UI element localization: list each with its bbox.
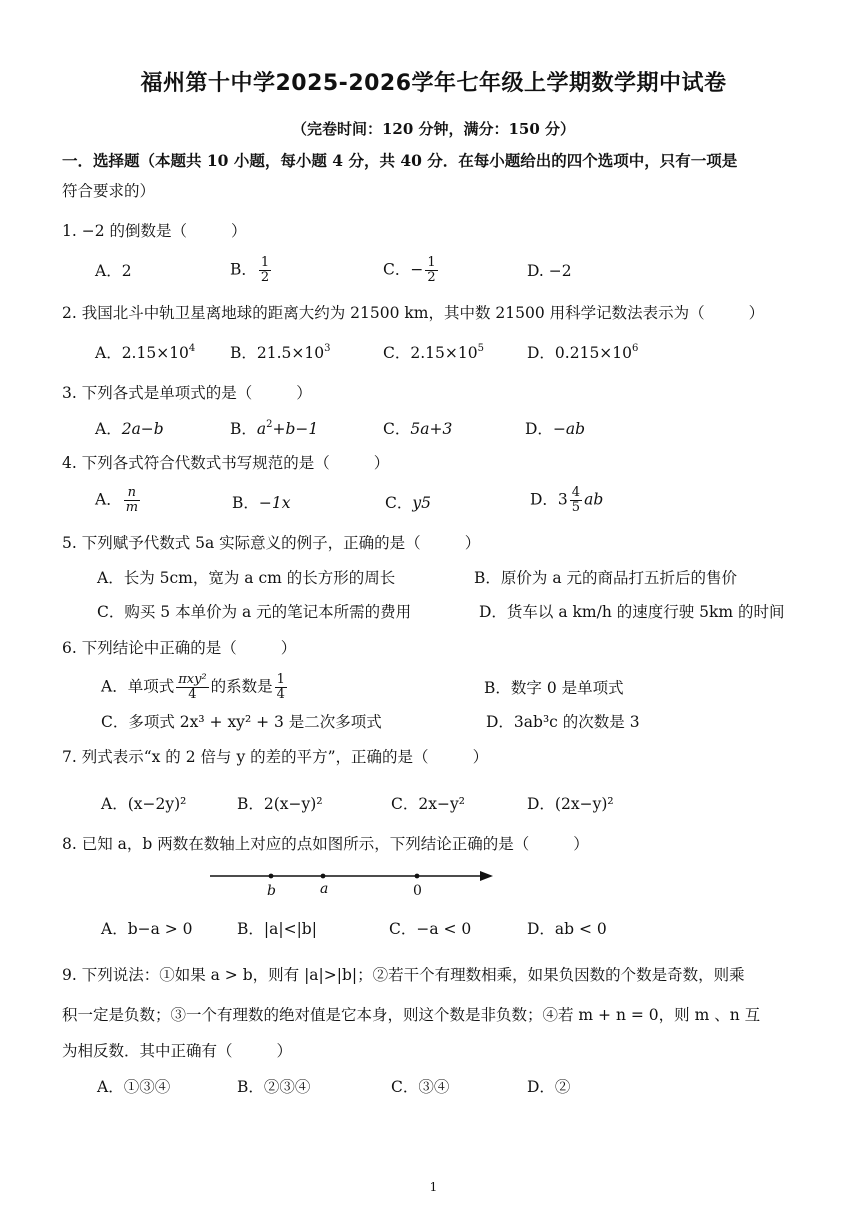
- q7-option-d: D．(2x−y)²: [527, 795, 614, 813]
- q1-option-a: A．2: [95, 262, 132, 280]
- q9-option-a: A．①③④: [97, 1078, 171, 1096]
- label-a: a: [320, 881, 329, 897]
- q7-stem: 7. 列式表示“x 的 2 倍与 y 的差的平方”，正确的是（ ）: [62, 748, 489, 766]
- q4-option-d: D．3 $\frac{4}{5}$ ab: [530, 485, 604, 515]
- number-line: [210, 862, 495, 892]
- q7-option-a: A．(x−2y)²: [101, 795, 187, 813]
- q6-option-a: A．单项式 $\frac{\text{πxy²}}{4}$ 的系数是 $\frac{1}{4}$: [101, 672, 285, 702]
- q3-option-d: D．−ab: [525, 420, 586, 438]
- q5-option-b: B．原价为 a 元的商品打五折后的售价: [474, 569, 737, 587]
- q6-option-c: C．多项式 2x³ + xy² + 3 是二次多项式: [101, 713, 382, 731]
- q6-option-b: B．数字 0 是单项式: [484, 679, 624, 697]
- section-heading-line1: 一．选择题（本题共 10 小题，每小题 4 分，共 40 分．在每小题给出的四个选项中，只有一项是: [62, 151, 738, 170]
- q7-option-c: C．2x−y²: [391, 795, 465, 813]
- q2-option-a: A．$2.15\times 10^4$: [95, 343, 196, 362]
- q9-option-d: D．②: [527, 1078, 571, 1096]
- q9-option-c: C．③④: [391, 1078, 450, 1096]
- label-zero: 0: [413, 883, 422, 899]
- q3-option-b: B．$a^2+b-1$: [230, 419, 319, 438]
- q2-option-d: D．$0.215\times 10^6$: [527, 343, 639, 362]
- q5-option-d: D．货车以 a km/h 的速度行驶 5km 的时间: [479, 603, 785, 621]
- exam-subtitle: （完卷时间：120 分钟，满分：150 分）: [291, 120, 576, 138]
- label-b: b: [267, 883, 276, 899]
- q8-option-c: C．−a < 0: [389, 920, 472, 938]
- q8-option-d: D．ab < 0: [527, 920, 607, 938]
- page-number: 1: [429, 1180, 438, 1194]
- q6-option-d: D．3ab³c 的次数是 3: [486, 713, 640, 731]
- q2-option-c: C．$2.15\times 10^5$: [383, 343, 484, 362]
- q4-option-a: A． $\frac{n}{m}$: [95, 485, 139, 515]
- q4-option-c: C．y5: [385, 494, 431, 512]
- q7-option-b: B．2(x−y)²: [237, 795, 323, 813]
- q8-option-b: B．|a|<|b|: [237, 920, 317, 938]
- q4-stem: 4. 下列各式符合代数式书写规范的是（ ）: [62, 454, 390, 472]
- q3-stem: 3. 下列各式是单项式的是（ ）: [62, 384, 312, 402]
- q9-option-b: B．②③④: [237, 1078, 311, 1096]
- number-line-arrow: [480, 871, 493, 881]
- q1-option-d: D. −2: [527, 262, 572, 280]
- q3-option-c: C．5a+3: [383, 420, 453, 438]
- point-zero: [415, 874, 420, 879]
- q9-line2: 积一定是负数；③一个有理数的绝对值是它本身，则这个数是非负数；④若 m + n = 0，则 m 、n 互: [62, 1006, 761, 1024]
- point-b: [269, 874, 274, 879]
- q9-line3: 为相反数．其中正确有（ ）: [62, 1042, 293, 1060]
- q1-option-c: C．− $\frac{1}{2}$: [383, 255, 436, 285]
- q2-stem: 2. 我国北斗中轨卫星离地球的距离大约为 21500 km，其中数 21500 用科学记数法表示为（ ）: [62, 304, 765, 322]
- section-heading-line2: 符合要求的）: [62, 182, 156, 200]
- q3-option-a: A．2a−b: [95, 420, 164, 438]
- q9-line1: 9. 下列说法：①如果 a > b，则有 |a|>|b|；②若干个有理数相乘，如果负因数的个数是奇数，则乘: [62, 966, 745, 984]
- q4-option-b: B．−1x: [232, 494, 291, 512]
- q5-stem: 5. 下列赋予代数式 5a 实际意义的例子，正确的是（ ）: [62, 534, 481, 552]
- q5-option-c: C．购买 5 本单价为 a 元的笔记本所需的费用: [97, 603, 412, 621]
- q1-stem: 1. −2 的倒数是（ ）: [62, 222, 247, 240]
- exam-title: 福州第十中学2025-2026学年七年级上学期数学期中试卷: [140, 71, 727, 96]
- q8-stem: 8. 已知 a，b 两数在数轴上对应的点如图所示，下列结论正确的是（ ）: [62, 835, 589, 853]
- q6-stem: 6. 下列结论中正确的是（ ）: [62, 639, 297, 657]
- q5-option-a: A．长为 5cm，宽为 a cm 的长方形的周长: [97, 569, 396, 587]
- q2-option-b: B．$21.5\times 10^3$: [230, 343, 331, 362]
- q1-option-b: B． $\frac{1}{2}$: [230, 255, 270, 285]
- q8-option-a: A．b−a > 0: [101, 920, 193, 938]
